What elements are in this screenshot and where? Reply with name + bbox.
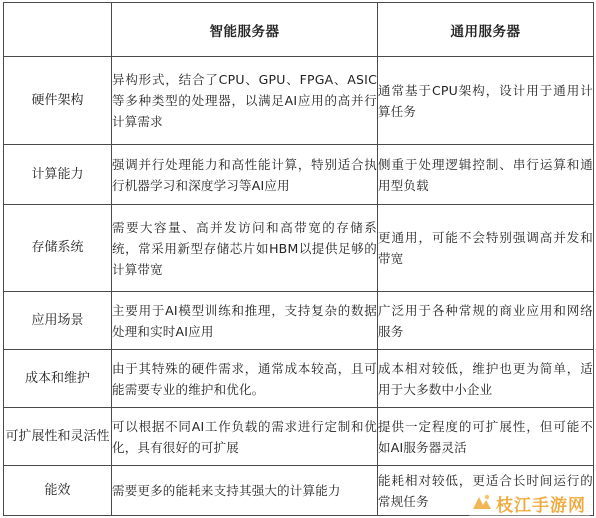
watermark-text: 枝江手游网 — [496, 495, 586, 516]
general-server-cell: 广泛用于各种常规的商业应用和网络服务 — [378, 292, 594, 350]
header-cell-smart-server: 智能服务器 — [112, 3, 378, 57]
row-feature-label: 硬件架构 — [4, 57, 112, 145]
row-feature-label: 成本和维护 — [4, 350, 112, 408]
row-feature-label: 应用场景 — [4, 292, 112, 350]
smart-server-cell: 强调并行处理能力和高性能计算，特别适合执行机器学习和深度学习等AI应用 — [112, 145, 378, 205]
header-cell-general-server: 通用服务器 — [378, 3, 594, 57]
smart-server-cell: 由于其特殊的硬件需求，通常成本较高，且可能需要专业的维护和优化。 — [112, 350, 378, 408]
smart-server-cell: 需要大容量、高并发访问和高带宽的存储系统，常采用新型存储芯片如HBM以提供足够的计算带宽 — [112, 205, 378, 292]
table-header-row — [4, 3, 594, 57]
table-row — [4, 205, 594, 292]
table-row — [4, 292, 594, 350]
comparison-table — [3, 2, 594, 516]
smart-server-cell: 异构形式，结合了CPU、GPU、FPGA、ASIC等多种类型的处理器，以满足AI应用的高并行计算需求 — [112, 57, 378, 145]
smart-server-cell: 可以根据不同AI工作负载的需求进行定制和优化，具有很好的可扩展 — [112, 408, 378, 466]
site-watermark — [469, 490, 590, 516]
table-row — [4, 350, 594, 408]
general-server-cell: 更通用，可能不会特别强调高并发和带宽 — [378, 205, 594, 292]
table-row — [4, 408, 594, 466]
general-server-cell: 提供一定程度的可扩展性，但可能不如AI服务器灵活 — [378, 408, 594, 466]
row-feature-label: 能效 — [4, 466, 112, 516]
smart-server-cell: 需要更多的能耗来支持其强大的计算能力 — [112, 466, 378, 516]
table-row — [4, 57, 594, 145]
general-server-cell: 侧重于处理逻辑控制、串行运算和通用型负载 — [378, 145, 594, 205]
general-server-cell: 通常基于CPU架构，设计用于通用计算任务 — [378, 57, 594, 145]
row-feature-label: 存储系统 — [4, 205, 112, 292]
general-server-cell: 能耗相对较低，更适合长时间运行的常规任务 — [378, 466, 594, 516]
row-feature-label: 计算能力 — [4, 145, 112, 205]
smart-server-cell: 主要用于AI模型训练和推理，支持复杂的数据处理和实时AI应用 — [112, 292, 378, 350]
row-feature-label: 可扩展性和灵活性 — [4, 408, 112, 466]
table-row — [4, 145, 594, 205]
general-server-cell: 成本相对较低，维护也更为简单，适用于大多数中小企业 — [378, 350, 594, 408]
header-cell-empty — [4, 3, 112, 57]
watermark-logo-icon — [471, 493, 493, 513]
